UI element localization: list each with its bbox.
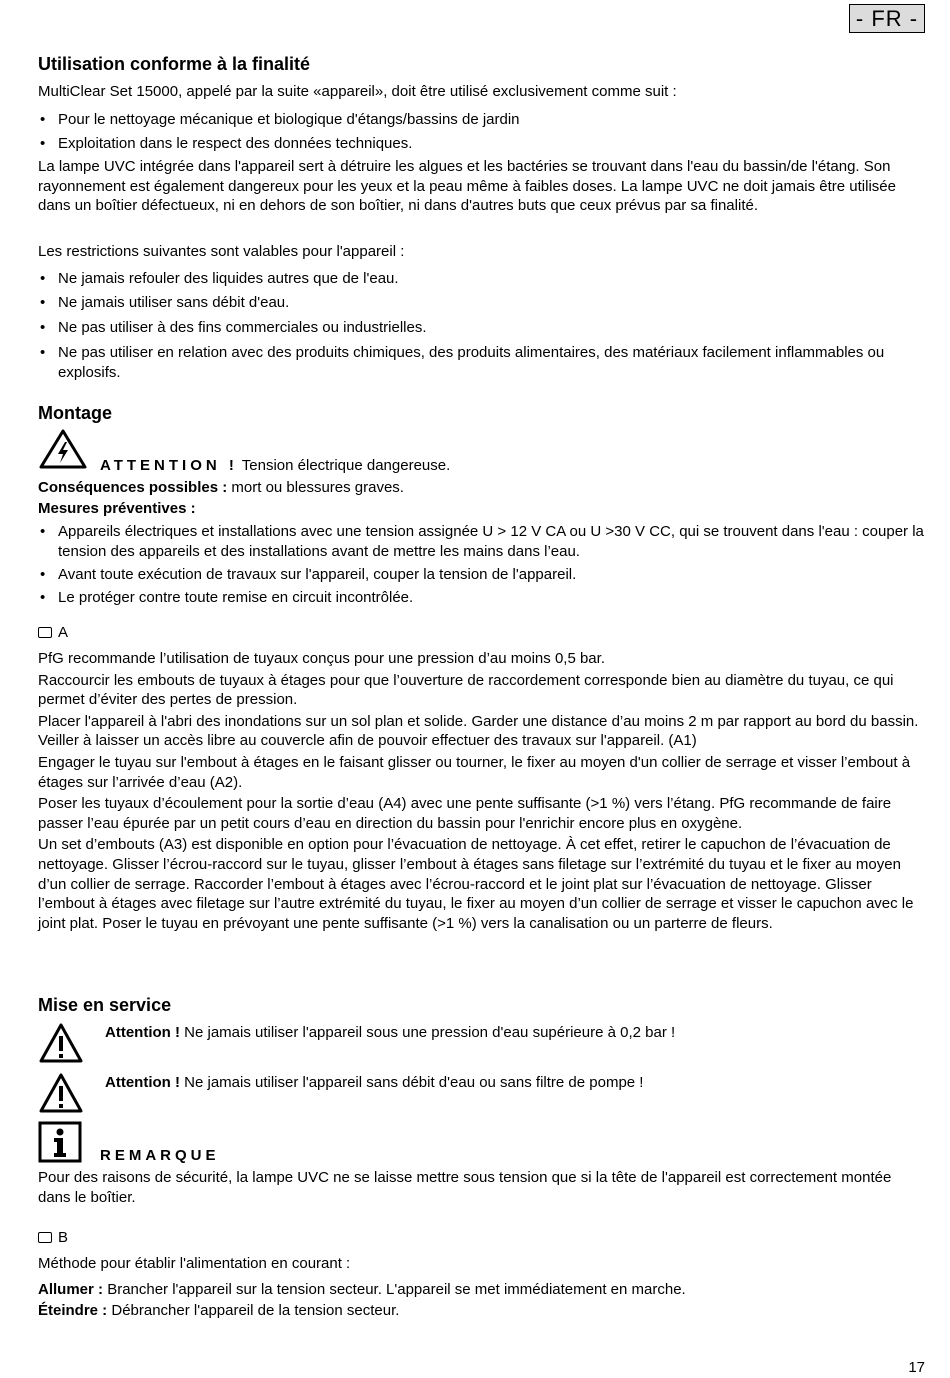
paragraph: PfG recommande l’utilisation de tuyaux conçus pour une pression d’au moins 0,5 bar. [38, 650, 605, 667]
section-title-intended-use: Utilisation conforme à la finalité [38, 54, 311, 74]
paragraph: Engager le tuyau sur l'embout à étages en le faisant glisser ou tourner, le fixer au moyen d'un collier de serrage et visser l’embout à étages sur l’arrivée d’eau (A2). [38, 753, 911, 791]
uvc-paragraph: La lampe UVC intégrée dans l'appareil sert à détruire les algues et les bactéries se trouvant dans l'eau du bassin/de l'étang. Son rayonnement est également dangereux pour les yeux et la peau même à faibles doses. La lampe UVC ne doit jamais être utilisée dans un boîtier défectueux, ni en dehors de son boîtier, ni dans d'autres buts que ceux prévus par sa finalité. [38, 158, 896, 215]
switch-on-label: Allumer : [38, 1281, 104, 1298]
consequences-text: mort ou blessures graves. [231, 479, 404, 496]
switch-off-text: Débrancher l'appareil de la tension secteur. [111, 1302, 400, 1319]
bullet-icon: • [40, 589, 46, 606]
attention-text: Tension électrique dangereuse. [241, 457, 451, 474]
bullet-icon: • [40, 566, 46, 583]
section-title-commissioning: Mise en service [38, 995, 172, 1015]
figure-reference-a: A [38, 623, 925, 643]
consequences-label: Conséquences possibles : [38, 479, 228, 496]
warning-icon [38, 1072, 84, 1114]
info-icon [38, 1121, 82, 1163]
bullet-icon: • [40, 344, 46, 361]
bullet-icon: • [40, 135, 46, 152]
switch-on-line [38, 1280, 925, 1300]
warning-text: Ne jamais utiliser l'appareil sous une pression d'eau supérieure à 0,2 bar ! [184, 1024, 676, 1041]
language-tag: - FR - [849, 4, 925, 33]
attention-line [100, 456, 925, 476]
list-item: • Exploitation dans le respect des données techniques. [40, 135, 413, 152]
bullet-icon: • [40, 270, 46, 287]
section-title-mounting: Montage [38, 403, 112, 423]
note-text: Pour des raisons de sécurité, la lampe UVC ne se laisse mettre sous tension que si la tête de l'appareil est correctement montée dans le boîtier. [38, 1169, 892, 1206]
list-item: • Ne jamais utiliser sans débit d'eau. [40, 294, 290, 311]
paragraph: Un set d’embouts (A3) est disponible en option pour l’évacuation de nettoyage. À cet effet, retirer le capuchon de l’évacuation de nettoyage. Glisser l’écrou-raccord sur le tuyau, glisser l’embout à étages sans filetage sur l’extrémité du tuyau et le fixer au moyen d’un collier de serrage. Raccorder l’embout à étages avec l’écrou-raccord et le joint plat sur l’évacuation de nettoyage. Glisser l’embout à étages avec filetage sur l’autre extrémité du tuyau, le fixer au moyen d’un collier de serrage et visser le capuchon avec le joint plat. Poser le tuyau en prévoyant une pente suffisante (>1 %) vers la canalisation ou un parterre de fleurs. [38, 836, 914, 932]
warning-line-2 [105, 1073, 925, 1093]
figure-box-icon [38, 1232, 52, 1243]
attention-label: ATTENTION ! [100, 457, 238, 474]
figure-box-icon [38, 627, 52, 638]
measures-label: Mesures préventives : [38, 500, 196, 517]
list-item: • Le protéger contre toute remise en circuit incontrôlée. [40, 589, 414, 606]
bullet-icon: • [40, 294, 46, 311]
switch-off-label: Éteindre : [38, 1302, 108, 1319]
intro-paragraph: MultiClear Set 15000, appelé par la suite «appareil», doit être utilisé exclusivement comme suit : [38, 83, 677, 100]
list-item: • Ne pas utiliser à des fins commerciales ou industrielles. [40, 319, 427, 336]
warning-label: Attention ! [105, 1074, 180, 1091]
list-item: • Appareils électriques et installations avec une tension assignée U > 12 V CA ou U >30 V CC, qui se trouvent dans l'eau : couper la tension des appareils et des installations avant de mettre les mains dans l’eau. [40, 523, 924, 560]
list-item: • Ne jamais refouler des liquides autres que de l'eau. [40, 270, 399, 287]
restrictions-intro: Les restrictions suivantes sont valables pour l'appareil : [38, 243, 405, 260]
warning-label: Attention ! [105, 1024, 180, 1041]
warning-line-1 [105, 1023, 925, 1043]
list-item: • Ne pas utiliser en relation avec des produits chimiques, des produits alimentaires, des matériaux facilement inflammables ou explosifs. [40, 344, 885, 381]
switch-off-line [38, 1301, 925, 1321]
page-number: 17 [908, 1359, 925, 1376]
electric-hazard-icon [38, 428, 88, 470]
switch-on-text: Brancher l'appareil sur la tension secteur. L'appareil se met immédiatement en marche. [107, 1281, 686, 1298]
paragraph: Raccourcir les embouts de tuyaux à étages pour que l’ouverture de raccordement corresponde bien au diamètre du tuyau, ce qui permet d’éviter des pertes de pression. [38, 671, 894, 709]
warning-text: Ne jamais utiliser l'appareil sans débit d'eau ou sans filtre de pompe ! [184, 1074, 644, 1091]
mounting-paragraphs [38, 649, 925, 933]
paragraph: Poser les tuyaux d’écoulement pour la sortie d’eau (A4) avec une pente suffisante (>1 %) vers l’étang. PfG recommande de faire passer l’eau épurée par un petit cours d’eau en direction du bassin pour l'enrichir encore plus en oxygène. [38, 795, 892, 832]
bullet-icon: • [40, 523, 46, 540]
note-label: REMARQUE [100, 1147, 220, 1164]
list-item: • Pour le nettoyage mécanique et biologique d'étangs/bassins de jardin [40, 111, 520, 128]
warning-icon [38, 1022, 84, 1064]
paragraph: Placer l'appareil à l'abri des inondations sur un sol plan et solide. Garder une distance d’au moins 2 m par rapport au bord du bassin. Veiller à laisser un accès libre au couvercle afin de pouvoir effectuer des travaux sur l'appareil. (A1) [38, 712, 919, 750]
bullet-icon: • [40, 111, 46, 128]
list-item: • Avant toute exécution de travaux sur l'appareil, couper la tension de l'appareil. [40, 566, 577, 583]
bullet-icon: • [40, 319, 46, 336]
power-method-intro: Méthode pour établir l'alimentation en courant : [38, 1255, 351, 1272]
consequences-line [38, 478, 925, 498]
figure-reference-b: B [38, 1228, 925, 1248]
